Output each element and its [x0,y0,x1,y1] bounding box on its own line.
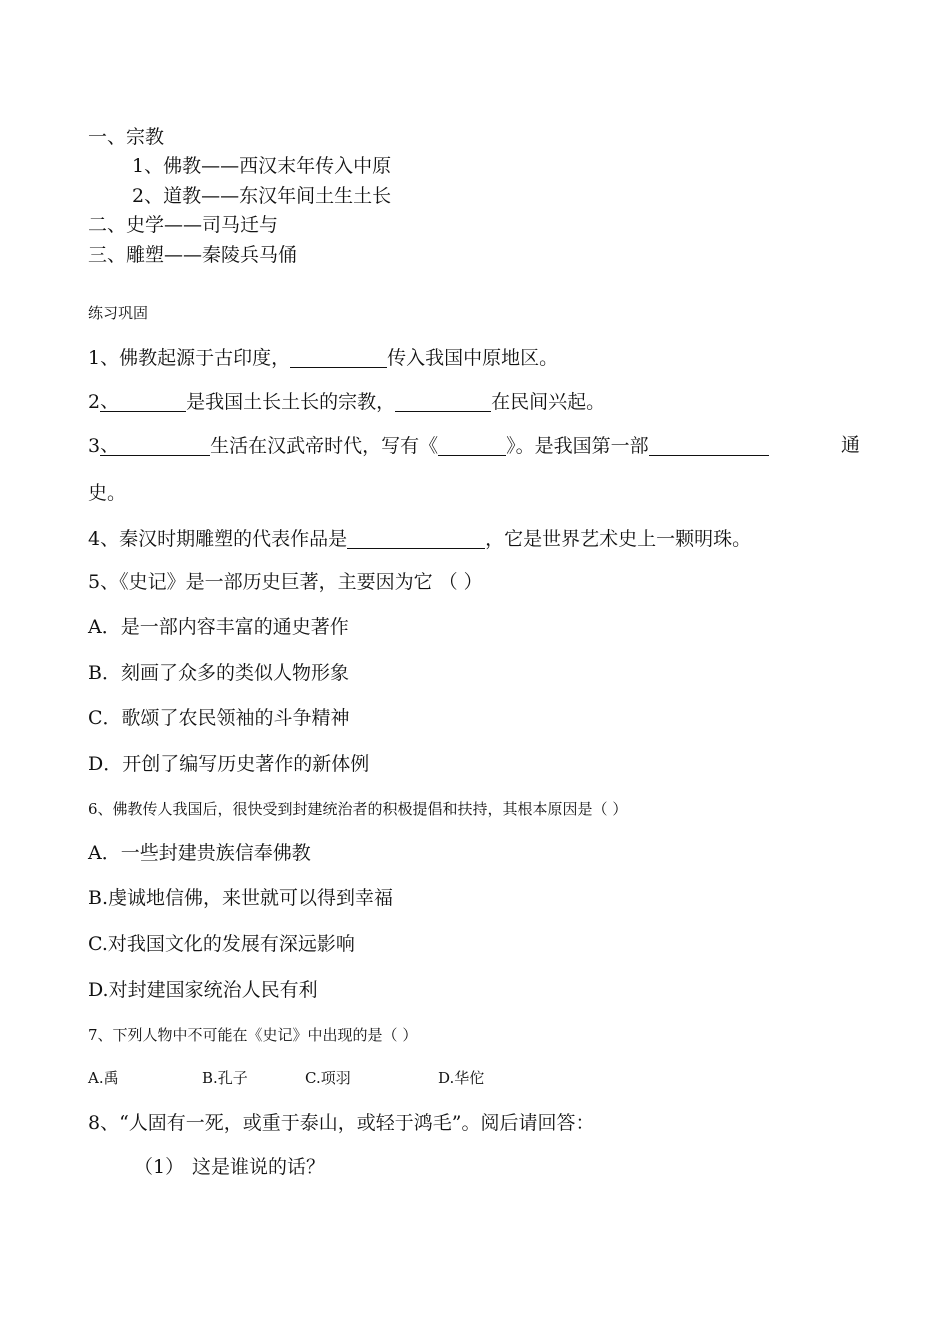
outline-item-taoism: 2、道教——东汉年间土生土长 [132,185,392,207]
outline-heading-history: 二、史学——司马迁与 [88,214,279,236]
question-7-option-b: B.孔子 [202,1069,248,1087]
question-5-stem: 5、《史记》是一部历史巨著，主要因为它 （ ） [88,571,483,593]
question-1-after: 传入我国中原地区。 [387,347,559,369]
question-7-option-a: A.禹 [88,1069,119,1087]
question-8-sub1-number: （1） [134,1156,185,1178]
question-8-sub1-text: 这是谁说的话？ [192,1156,326,1178]
question-1-before: 1、佛教起源于古印度， [88,347,291,369]
question-6-option-a: A．一些封建贵族信奉佛教 [88,842,311,864]
question-2 [88,392,605,412]
question-4-before: 4、秦汉时期雕塑的代表作品是 [88,528,348,550]
question-3-number: 3 [88,435,101,457]
question-3-text-2: 》。是我国第一部 [506,435,649,457]
question-5-option-d: D．开创了编写历史著作的新体例 [88,753,370,775]
question-1 [88,348,558,368]
question-6-option-c: C.对我国文化的发展有深远影响 [88,933,355,955]
question-2-after: 在民间兴起。 [491,391,606,413]
question-4 [88,529,751,549]
question-3-continuation: 史。 [88,482,127,504]
question-3-blank-3[interactable] [649,436,769,456]
question-5-option-a: A．是一部内容丰富的通史著作 [88,616,349,638]
question-3-blank-2[interactable] [438,436,506,456]
question-2-text: 是我国土长土长的宗教， [186,391,396,413]
question-2-number: 2 [88,391,101,413]
question-4-after: ，它是世界艺术史上一颗明珠。 [485,528,752,550]
question-7-option-d: D.华佗 [438,1069,485,1087]
question-2-sep: 、 [100,390,120,412]
question-2-blank-2[interactable] [395,392,491,412]
question-3-sep: 、 [100,434,120,456]
question-3 [88,436,769,456]
question-7-option-c: C.项羽 [305,1069,351,1087]
question-4-blank[interactable] [347,529,485,549]
outline-heading-sculpture: 三、雕塑——秦陵兵马俑 [88,244,298,266]
question-7-stem: 7、下列人物中不可能在《史记》中出现的是（ ） [88,1026,418,1044]
practice-heading: 练习巩固 [88,304,149,322]
outline-heading-religion: 一、宗教 [88,126,165,148]
question-3-text: 生活在汉武帝时代，写有《 [210,435,439,457]
question-5-option-c: C．歌颂了农民领袖的斗争精神 [88,707,350,729]
outline-item-buddhism: 1、佛教——西汉末年传入中原 [132,155,392,177]
question-2-blank-1[interactable] [100,392,186,412]
question-3-blank-1[interactable] [100,436,210,456]
question-8-stem: 8、“人固有一死，或重于泰山，或轻于鸿毛”。阅后请回答： [88,1112,595,1134]
question-6-option-d: D.对封建国家统治人民有利 [88,979,318,1001]
question-6-stem: 6、佛教传人我国后，很快受到封建统治者的积极提倡和扶持，其根本原因是（ ） [88,800,628,818]
question-5-option-b: B．刻画了众多的类似人物形象 [88,662,349,684]
question-1-blank[interactable] [290,348,387,368]
question-6-option-b: B.虔诚地信佛，来世就可以得到幸福 [88,887,394,909]
question-3-end: 通 [841,434,861,456]
